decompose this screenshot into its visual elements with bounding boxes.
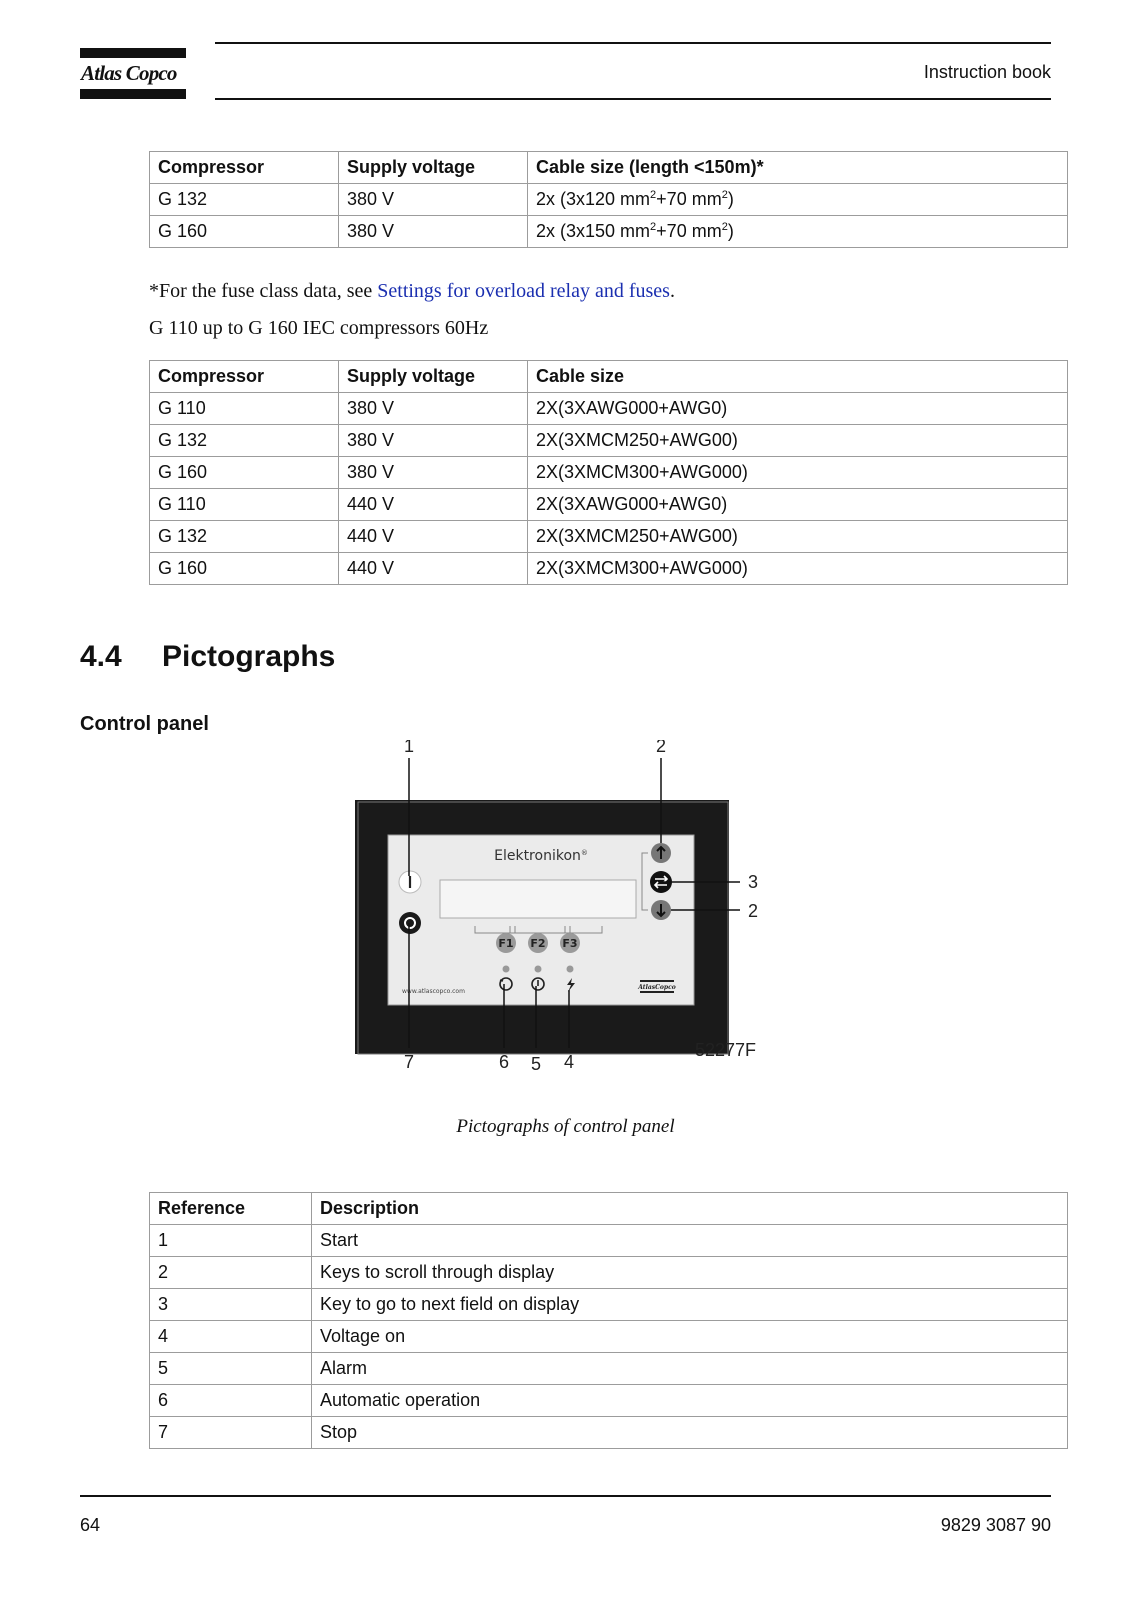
table-header-row xyxy=(150,1193,1068,1225)
panel-url: www.atlascopco.com xyxy=(402,988,465,995)
fuse-note xyxy=(149,280,675,303)
control-panel-figure xyxy=(340,740,800,1100)
table-cell: 2X(3XMCM300+AWG000) xyxy=(528,553,1068,585)
cable-size-text: 2x (3x150 mm xyxy=(536,221,651,241)
table-cell: 380 V xyxy=(339,457,528,489)
table-row xyxy=(150,216,1068,248)
table-cell: G 160 xyxy=(150,457,339,489)
table-cell: 2X(3XAWG000+AWG0) xyxy=(528,489,1068,521)
superscript: 2 xyxy=(650,189,657,201)
elektronikon-brand: Elektronikon® xyxy=(494,848,588,864)
column-header: Supply voltage xyxy=(339,361,528,393)
svg-text:F3: F3 xyxy=(562,937,578,950)
column-header: Supply voltage xyxy=(339,152,528,184)
superscript: 2 xyxy=(721,189,728,201)
cable-size-table-50hz xyxy=(149,151,1068,248)
alarm-led xyxy=(535,966,542,973)
auto-led xyxy=(503,966,510,973)
superscript: 2 xyxy=(650,221,657,233)
table-cell: 7 xyxy=(150,1417,312,1449)
table-cell: G 132 xyxy=(150,425,339,457)
table-row xyxy=(150,489,1068,521)
svg-text:F2: F2 xyxy=(530,937,546,950)
section-title: Pictographs xyxy=(162,640,336,673)
callout-5: 5 xyxy=(530,1054,542,1074)
stop-button[interactable] xyxy=(399,912,421,934)
logo-bar-bottom xyxy=(80,89,186,99)
cable-size-text: ) xyxy=(727,189,734,209)
footer-rule xyxy=(80,1495,1051,1497)
logo-bar-top xyxy=(80,48,186,58)
logo-wordmark: Atlas Copco xyxy=(81,61,177,85)
atlas-copco-logo xyxy=(80,48,186,100)
table-subtitle: G 110 up to G 160 IEC compressors 60Hz xyxy=(149,317,489,339)
table-cell: G 132 xyxy=(150,184,339,216)
cable-size-text: +70 mm xyxy=(656,221,722,241)
table-cell: 440 V xyxy=(339,521,528,553)
table-cell: 4 xyxy=(150,1321,312,1353)
column-header: Compressor xyxy=(150,361,339,393)
table-row xyxy=(150,1417,1068,1449)
table-cell: G 110 xyxy=(150,489,339,521)
fuse-note-prefix: *For the fuse class data, see xyxy=(149,280,378,302)
callout-1: 1 xyxy=(403,740,415,756)
column-header: Reference xyxy=(150,1193,312,1225)
table-cell: Stop xyxy=(312,1417,1068,1449)
table-row xyxy=(150,425,1068,457)
column-header: Cable size xyxy=(528,361,1068,393)
section-heading xyxy=(80,640,335,674)
header-rule-top xyxy=(215,42,1051,44)
table-cell: 440 V xyxy=(339,489,528,521)
table-cell: G 160 xyxy=(150,553,339,585)
page-number: 64 xyxy=(80,1515,101,1535)
panel-logo-bar-bottom xyxy=(640,991,674,993)
table-header-row xyxy=(150,361,1068,393)
superscript: 2 xyxy=(721,221,728,233)
header-rule-bottom xyxy=(215,98,1051,100)
cable-size-table-60hz xyxy=(149,360,1068,585)
cable-size-text: 2x (3x120 mm xyxy=(536,189,651,209)
callout-6: 6 xyxy=(498,1052,510,1072)
table-row xyxy=(150,521,1068,553)
header-title: Instruction book xyxy=(923,62,1051,82)
table-cell: G 132 xyxy=(150,521,339,553)
cable-size-text: +70 mm xyxy=(656,189,722,209)
callout-3: 3 xyxy=(748,872,759,892)
table-cell: 2X(3XMCM300+AWG000) xyxy=(528,457,1068,489)
table-row xyxy=(150,457,1068,489)
callout-4: 4 xyxy=(563,1052,575,1072)
table-row xyxy=(150,1225,1068,1257)
table-cell: Start xyxy=(312,1225,1068,1257)
callout-2-bottom: 2 xyxy=(748,901,759,921)
panel-logo: AtlasCopco xyxy=(638,984,676,991)
table-cell: Voltage on xyxy=(312,1321,1068,1353)
scroll-down-button[interactable] xyxy=(651,900,671,920)
table-cell: Keys to scroll through display xyxy=(312,1257,1068,1289)
column-header: Cable size (length <150m)* xyxy=(528,152,1068,184)
pictograph-reference-table xyxy=(149,1192,1068,1449)
table-cell: 3 xyxy=(150,1289,312,1321)
image-code: 52277F xyxy=(695,1040,757,1060)
table-cell: Key to go to next field on display xyxy=(312,1289,1068,1321)
table-row xyxy=(150,393,1068,425)
document-number: 9829 3087 90 xyxy=(940,1515,1051,1535)
f1-key[interactable] xyxy=(496,933,516,953)
table-cell xyxy=(528,216,1068,248)
scroll-up-button[interactable] xyxy=(651,843,671,863)
overload-relay-link[interactable]: Settings for overload relay and fuses xyxy=(377,280,670,302)
f2-key[interactable] xyxy=(528,933,548,953)
table-cell: G 110 xyxy=(150,393,339,425)
table-row xyxy=(150,1257,1068,1289)
callout-2-top: 2 xyxy=(655,740,667,756)
table-cell: 380 V xyxy=(339,425,528,457)
table-cell: 440 V xyxy=(339,553,528,585)
table-cell: Alarm xyxy=(312,1353,1068,1385)
display-screen xyxy=(440,880,636,918)
callout-7: 7 xyxy=(403,1052,415,1072)
table-header-row xyxy=(150,152,1068,184)
fuse-note-suffix: . xyxy=(669,280,675,302)
table-row xyxy=(150,184,1068,216)
table-row xyxy=(150,1289,1068,1321)
table-cell: 5 xyxy=(150,1353,312,1385)
table-cell: 380 V xyxy=(339,393,528,425)
column-header: Description xyxy=(312,1193,1068,1225)
figure-caption: Pictographs of control panel xyxy=(456,1116,675,1137)
table-cell: 2X(3XAWG000+AWG0) xyxy=(528,393,1068,425)
table-cell xyxy=(528,184,1068,216)
table-row xyxy=(150,1353,1068,1385)
panel-logo-bar-top xyxy=(640,980,674,982)
f3-key[interactable] xyxy=(560,933,580,953)
table-cell: 2 xyxy=(150,1257,312,1289)
table-cell: 2X(3XMCM250+AWG00) xyxy=(528,521,1068,553)
table-row xyxy=(150,1385,1068,1417)
column-header: Compressor xyxy=(150,152,339,184)
section-number: 4.4 xyxy=(80,640,122,673)
table-cell: Automatic operation xyxy=(312,1385,1068,1417)
voltage-led xyxy=(567,966,574,973)
svg-text:F1: F1 xyxy=(498,937,514,950)
subheading: Control panel xyxy=(80,713,209,735)
table-cell: 2X(3XMCM250+AWG00) xyxy=(528,425,1068,457)
table-row xyxy=(150,1321,1068,1353)
table-row xyxy=(150,553,1068,585)
table-cell: G 160 xyxy=(150,216,339,248)
table-cell: 1 xyxy=(150,1225,312,1257)
table-cell: 380 V xyxy=(339,184,528,216)
table-cell: 380 V xyxy=(339,216,528,248)
table-cell: 6 xyxy=(150,1385,312,1417)
cable-size-text: ) xyxy=(727,221,734,241)
